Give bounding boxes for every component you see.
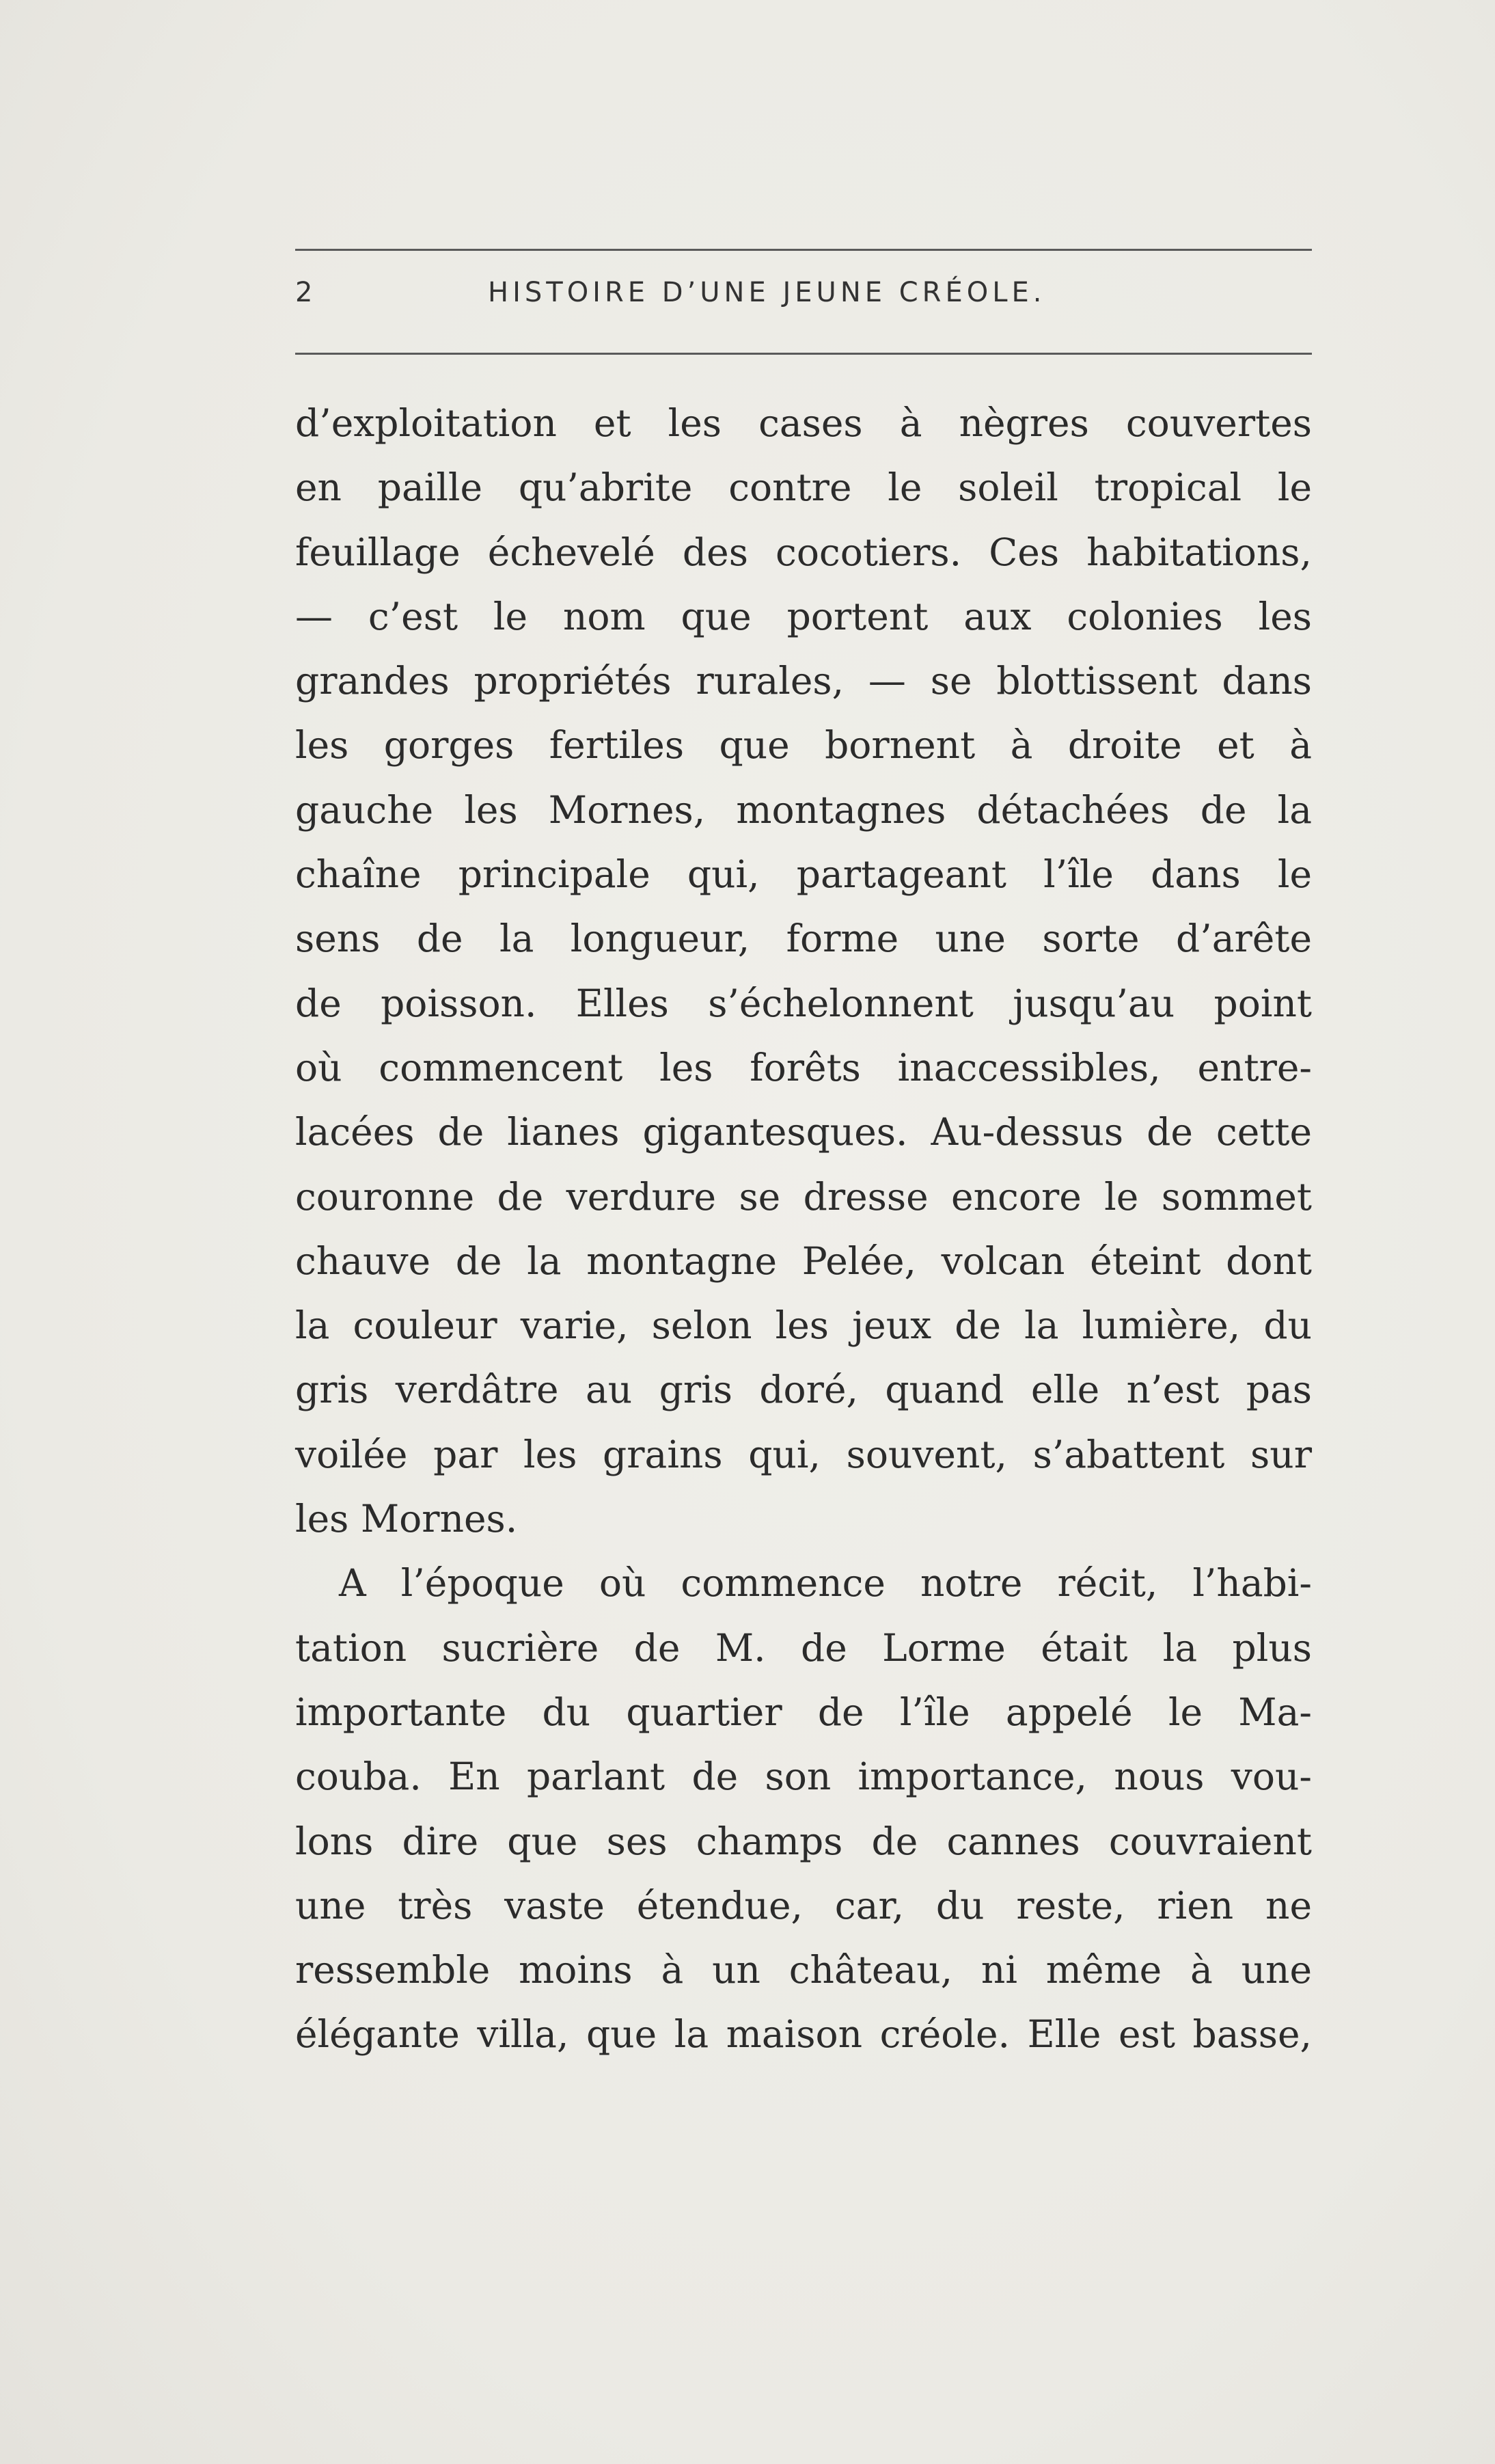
body-text [295, 391, 1312, 2067]
text-line: les gorges fertiles que bornent à droite et à [295, 723, 1312, 768]
text-line: tation sucrière de M. de Lorme était la plus [295, 1625, 1312, 1670]
text-line: une très vaste étendue, car, du reste, rien ne [295, 1883, 1312, 1927]
text-line: — c’est le nom que portent aux colonies les [295, 594, 1312, 638]
text-line: couba. En parlant de son importance, nous vou- [295, 1755, 1312, 1799]
text-line: de poisson. Elles s’échelonnent jusqu’au point [295, 981, 1312, 1025]
page-number: 2 [295, 277, 317, 308]
header-bottom-rule [295, 353, 1312, 355]
text-line: couronne de verdure se dresse encore le sommet [295, 1174, 1312, 1219]
text-line: voilée par les grains qui, souvent, s’abattent sur [295, 1432, 1312, 1476]
header-top-rule [295, 249, 1312, 251]
paragraph-end-line: les Mornes. [295, 1497, 518, 1541]
paragraph-start-line: A l’époque où commence notre récit, l’habi- [339, 1561, 1312, 1606]
text-line: ressemble moins à un château, ni même à une [295, 1948, 1312, 1992]
text-line: gauche les Mornes, montagnes détachées de la [295, 787, 1312, 832]
text-line: d’exploitation et les cases à nègres couvertes [295, 401, 1312, 445]
text-line: élégante villa, que la maison créole. Elle est basse, [295, 2012, 1312, 2057]
text-line: lons dire que ses champs de cannes couvraient [295, 1819, 1312, 1863]
text-line: chaîne principale qui, partageant l’île dans le [295, 852, 1312, 897]
text-line: où commencent les forêts inaccessibles, entre- [295, 1045, 1312, 1089]
text-line: chauve de la montagne Pelée, volcan éteint dont [295, 1238, 1312, 1283]
text-line: la couleur varie, selon les jeux de la lumière, du [295, 1303, 1312, 1348]
text-line: sens de la longueur, forme une sorte d’arête [295, 917, 1312, 961]
text-line: feuillage échevelé des cocotiers. Ces habitations, [295, 530, 1312, 574]
text-line: gris verdâtre au gris doré, quand elle n’est pas [295, 1368, 1312, 1412]
text-line: lacées de lianes gigantesques. Au-dessus de cette [295, 1110, 1312, 1154]
text-line: en paille qu’abrite contre le soleil tropical le [295, 465, 1312, 510]
page-header [295, 277, 1312, 325]
text-line: importante du quartier de l’île appelé le Ma- [295, 1690, 1312, 1734]
running-head: HISTOIRE D’UNE JEUNE CRÉOLE. [488, 277, 1046, 308]
text-line: grandes propriétés rurales, — se blottissent dans [295, 659, 1312, 703]
